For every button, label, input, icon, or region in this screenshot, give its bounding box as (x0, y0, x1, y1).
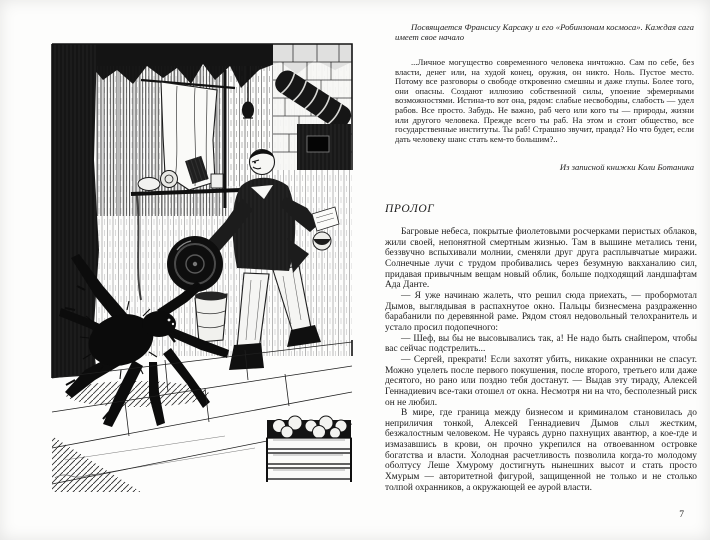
dedication: Посвящается Франсису Карсаку и его «Робинзонам космоса». Каждая сага имеет свое начало (395, 22, 694, 43)
text-column (384, 0, 698, 540)
body-text (385, 227, 697, 493)
head (250, 150, 275, 175)
paragraph: — Я уже начинаю жалеть, что решил сюда приехать, — пробормотал Дымов, выглядывая в распахнутое окно. Пальцы бизнесмена раздраженно барабанили по деревянной раме. Рядом стоял недовольный телохранитель и устало просил подопечного: (385, 290, 697, 333)
spider-fight-illustration (45, 40, 358, 492)
chapter-heading: ПРОЛОГ (385, 203, 435, 215)
paragraph: В мире, где граница между бизнесом и криминалом становилась до неприличия тонкой, Алексей Геннадиевич Дымов слыл жестким, безжалостным человеком. Не чураясь дурно пахнущих авантюр, а кое-где и измазавшись в крови, он прочно укрепился на отвоеванном островке богатства и власти. Холодная расчетливость позволила когда-то молодому оболтусу Леше Хмурому достигнуть нынешних высот и стать просто Хмурым — авторитетной фигурой, защищенной не только и не столько толпой охранников, а окружающей ее аурой власти. (385, 408, 697, 493)
illustration-svg (45, 40, 358, 492)
vegetable-crate (267, 416, 351, 482)
page-number: 7 (679, 509, 684, 520)
epigraph: ...Личное могущество современного человека ничтожно. Сам по себе, без власти, денег или, на худой конец, оружия, он никто. Ноль. Пустое место. Потому все разговоры о свободе откровенно смешны и даже глупы. Более того, они опасны. Создают иллюзию собственной силы, упоение эфемерными возможностями. Истина-то вот она, рядом: слабые несвободны, слабость — удел рабов. Все просто. Забудь. Не важно, раб чего или кого ты — природы, жизни или другого человека. Прежде всего ты раб. На этом и стоит общество, все государственные институты. Ты раб! Страшно звучит, правда? Но что будет, если дать человеку шанс стать кем-то большим?.. (395, 57, 694, 144)
spider-head (142, 311, 176, 337)
paragraph: Багровые небеса, покрытые фиолетовыми росчерками перистых облаков, жили своей, непонятной смертным жизнью. Там в вышине метались тени, беззвучно вспыхивали молнии, сменяли друг друга расплывчатые миражи. Солнечные лучи с трудом пробивались через безумную вакханалию сил, придавая привычным вещам новый облик, больше подходящий ландшафтам Ада Данте. (385, 227, 697, 291)
paragraph: — Сергей, прекрати! Если захотят убить, никакие охранники не спасут. Можно уцелеть после первого покушения, после второго, третьего или даже десятого, но рано или поздно тебя достанут. — Выдав эту тираду, Алексей Геннадиевич все-таки отошел от окна. Несмотря ни на что, бесполезный риск он не любил. (385, 354, 697, 408)
bucket (195, 292, 227, 343)
epigraph-attribution: Из записной книжки Коли Ботаника (559, 162, 694, 172)
paragraph: — Шеф, вы бы не высовывались так, а! Не надо быть снайпером, чтобы вас сейчас подстрелить... (385, 333, 697, 355)
boiler (297, 124, 351, 170)
